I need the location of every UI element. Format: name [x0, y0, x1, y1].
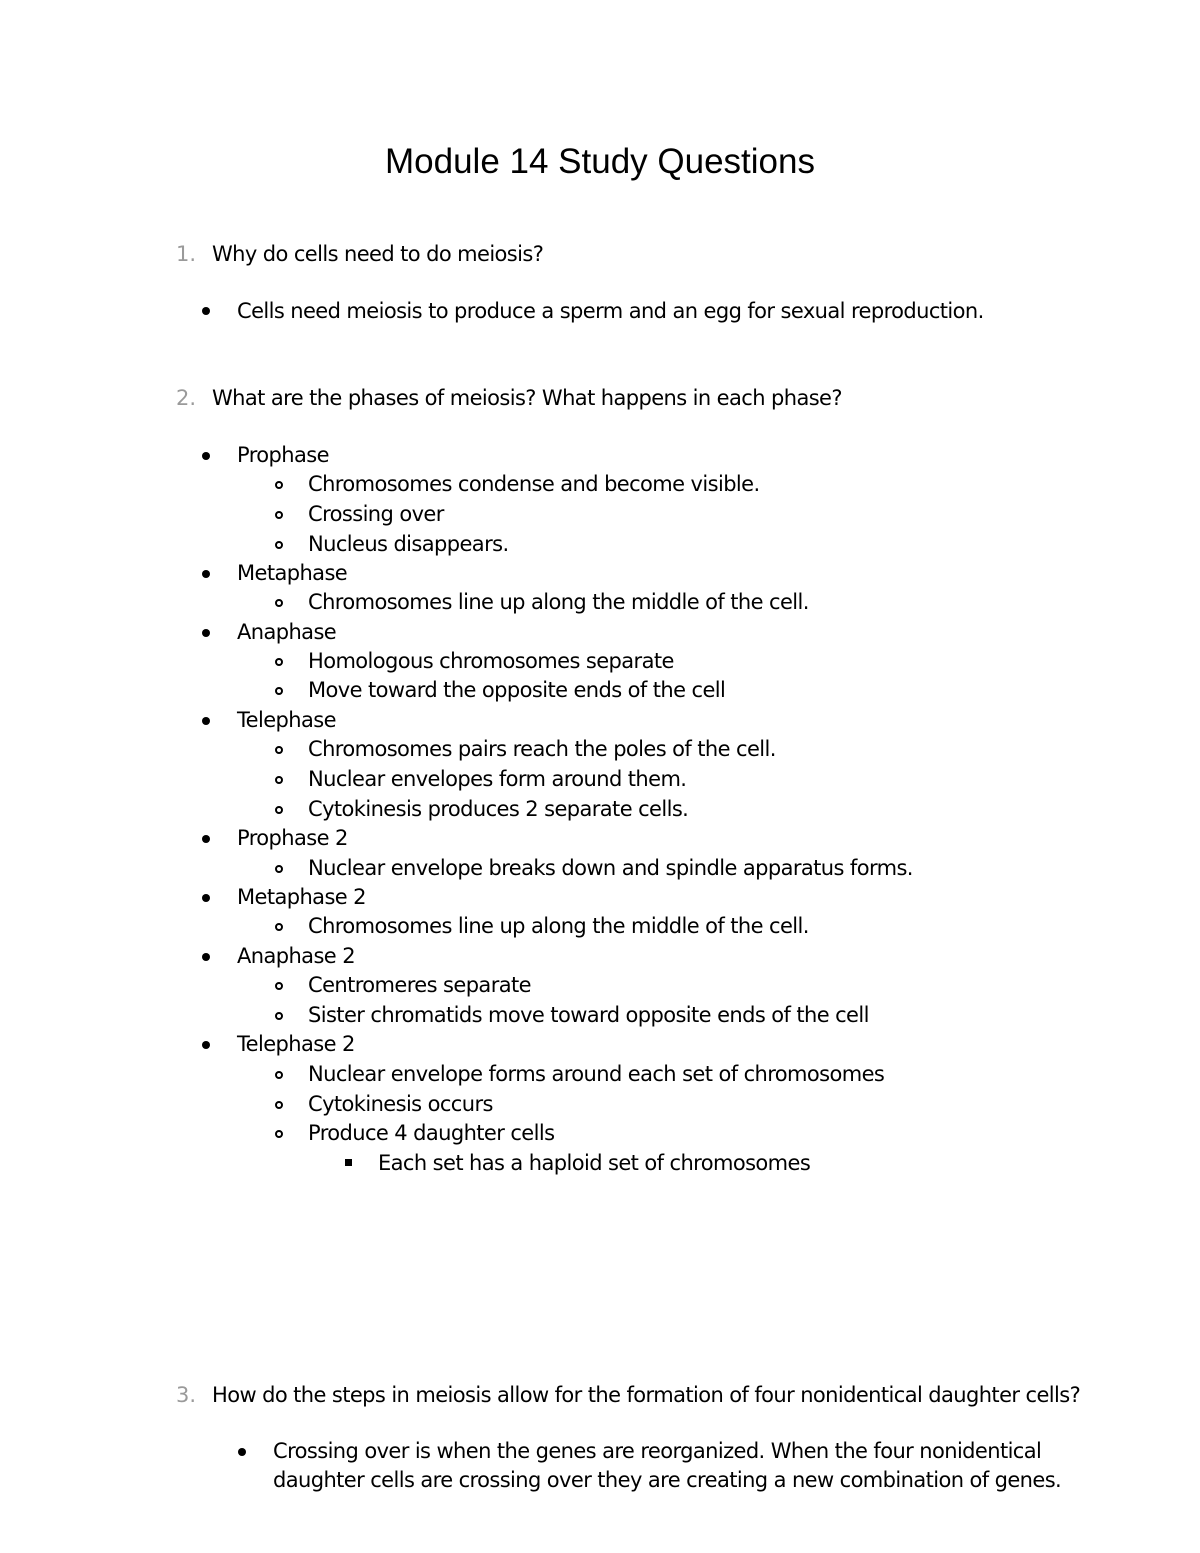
bullet-icon — [238, 1448, 246, 1456]
phase-label: Prophase 2 — [237, 826, 348, 850]
circle-bullet-icon — [275, 806, 283, 814]
phase-detail: Cytokinesis occurs — [308, 1092, 493, 1116]
phase-detail: Produce 4 daughter cells — [308, 1121, 555, 1145]
phase-detail: Centromeres separate — [308, 973, 531, 997]
phase-detail: Chromosomes line up along the middle of the cell. — [308, 590, 809, 614]
bullet-icon — [202, 629, 210, 637]
circle-bullet-icon — [275, 481, 283, 489]
circle-bullet-icon — [275, 658, 283, 666]
bullet-icon — [202, 835, 210, 843]
circle-bullet-icon — [275, 511, 283, 519]
circle-bullet-icon — [275, 776, 283, 784]
question-text: How do the steps in meiosis allow for the formation of four nonidentical daughter cells? — [212, 1383, 1081, 1407]
phase-detail: Nuclear envelope forms around each set of chromosomes — [308, 1062, 885, 1086]
bullet-icon — [202, 717, 210, 725]
circle-bullet-icon — [275, 923, 283, 931]
phase-detail: Nuclear envelope breaks down and spindle apparatus forms. — [308, 856, 913, 880]
bullet-icon — [202, 953, 210, 961]
phase-detail: Chromosomes line up along the middle of the cell. — [308, 914, 809, 938]
phase-detail: Chromosomes condense and become visible. — [308, 472, 760, 496]
phase-label: Anaphase — [237, 620, 337, 644]
phase-subdetail: Each set has a haploid set of chromosomes — [378, 1151, 811, 1175]
phase-label: Telephase 2 — [237, 1032, 355, 1056]
circle-bullet-icon — [275, 746, 283, 754]
phase-label: Anaphase 2 — [237, 944, 355, 968]
phase-detail: Chromosomes pairs reach the poles of the cell. — [308, 737, 776, 761]
question-number: 2. — [176, 386, 197, 410]
bullet-icon — [202, 307, 210, 315]
bullet-icon — [202, 570, 210, 578]
phase-detail: Nuclear envelopes form around them. — [308, 767, 687, 791]
phase-label: Telephase — [237, 708, 336, 732]
circle-bullet-icon — [275, 687, 283, 695]
circle-bullet-icon — [275, 1071, 283, 1079]
phase-detail: Sister chromatids move toward opposite ends of the cell — [308, 1003, 869, 1027]
circle-bullet-icon — [275, 1012, 283, 1020]
circle-bullet-icon — [275, 541, 283, 549]
circle-bullet-icon — [275, 982, 283, 990]
circle-bullet-icon — [275, 865, 283, 873]
phase-detail: Homologous chromosomes separate — [308, 649, 674, 673]
bullet-icon — [202, 452, 210, 460]
question-number: 3. — [176, 1383, 197, 1407]
answer-text: daughter cells are crossing over they are creating a new combination of genes. — [273, 1468, 1062, 1492]
answer-text: Cells need meiosis to produce a sperm and an egg for sexual reproduction. — [237, 299, 984, 323]
question-text: Why do cells need to do meiosis? — [212, 242, 544, 266]
circle-bullet-icon — [275, 599, 283, 607]
bullet-icon — [202, 1041, 210, 1049]
phase-detail: Crossing over — [308, 502, 444, 526]
circle-bullet-icon — [275, 1130, 283, 1138]
bullet-icon — [202, 894, 210, 902]
question-number: 1. — [176, 242, 197, 266]
answer-text: Crossing over is when the genes are reorganized. When the four nonidentical — [273, 1439, 1042, 1463]
circle-bullet-icon — [275, 1101, 283, 1109]
question-text: What are the phases of meiosis? What happens in each phase? — [212, 386, 842, 410]
page-title: Module 14 Study Questions — [385, 142, 815, 181]
phase-label: Metaphase 2 — [237, 885, 366, 909]
phase-detail: Nucleus disappears. — [308, 532, 509, 556]
square-bullet-icon — [345, 1159, 352, 1166]
phase-label: Prophase — [237, 443, 329, 467]
phase-detail: Cytokinesis produces 2 separate cells. — [308, 797, 689, 821]
phase-detail: Move toward the opposite ends of the cell — [308, 678, 726, 702]
phase-label: Metaphase — [237, 561, 348, 585]
